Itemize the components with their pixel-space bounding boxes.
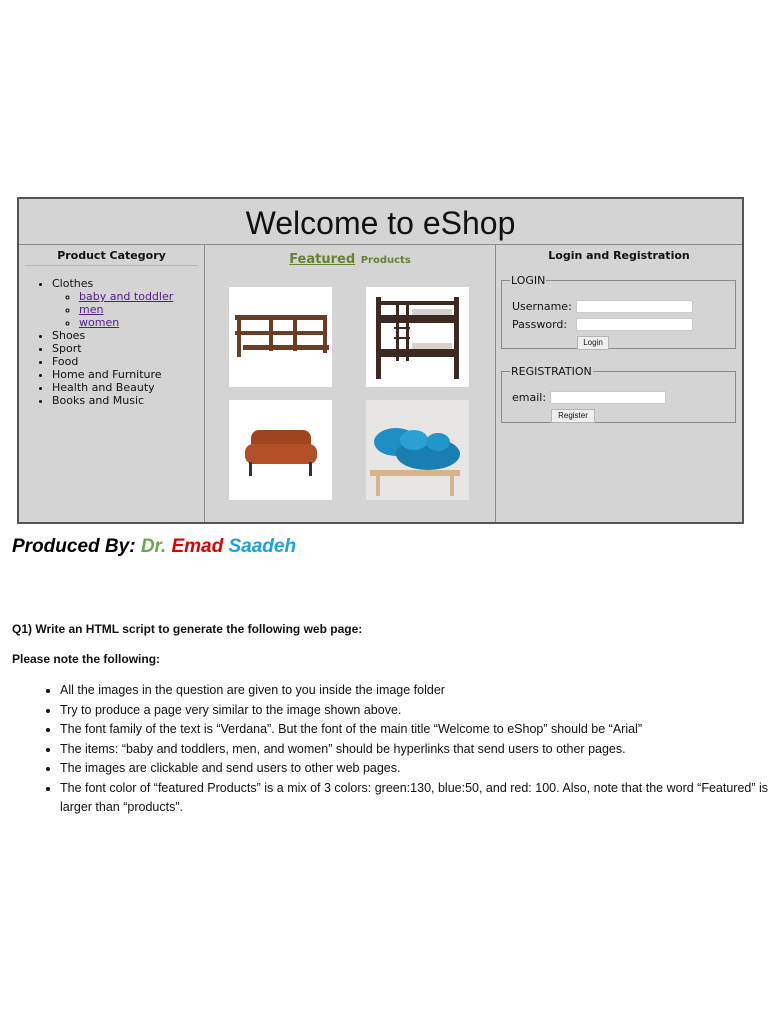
category-item: • Clothes ◦ baby and toddler ◦ men ◦ women (52, 277, 204, 329)
login-fieldset (501, 274, 736, 349)
shelf-icon (229, 287, 332, 387)
category-item: • Shoes (52, 329, 204, 342)
question-title: Q1) Write an HTML script to generate the following web page: (12, 622, 363, 636)
password-input[interactable] (576, 318, 693, 331)
category-item: • Home and Furniture (52, 368, 204, 381)
credit-dr: Dr. (140, 536, 167, 557)
instruction-item: • All the images in the question are given to you inside the image folder (60, 681, 768, 701)
subcategory-item (79, 316, 204, 329)
bunk-bed-icon (366, 287, 469, 387)
featured-word: Featured (289, 252, 356, 267)
credit-last: Saadeh (228, 536, 297, 557)
login-button[interactable]: Login (577, 336, 609, 350)
credit-prefix: Produced By: (12, 536, 136, 557)
credit-first: Emad (171, 536, 224, 557)
register-button[interactable]: Register (551, 409, 595, 423)
products-word: Products (360, 255, 411, 266)
subcategory-item (79, 303, 204, 316)
email-input[interactable] (550, 391, 666, 404)
eshop-frame (17, 197, 744, 524)
note-heading: Please note the following: (12, 652, 161, 666)
product-shelf-image[interactable] (229, 287, 332, 387)
category-item: • Food (52, 355, 204, 368)
featured-heading (205, 245, 495, 268)
registration-fieldset (501, 365, 736, 423)
instruction-item: • Try to produce a page very similar to the image shown above. (60, 701, 768, 721)
instruction-list (36, 681, 768, 818)
instruction-item: • The font family of the text is “Verdana”. But the font of the main title “Welcome to eShop” should be “Arial” (60, 720, 768, 740)
produced-by-credit (12, 536, 296, 558)
baby-toddler-link[interactable]: baby and toddler (79, 290, 174, 303)
category-list (19, 277, 204, 407)
women-link[interactable]: women (79, 316, 120, 329)
email-label: email: (512, 391, 547, 404)
registration-legend: REGISTRATION (511, 365, 592, 378)
featured-column (205, 245, 496, 522)
clothes-sublist (52, 290, 204, 329)
instruction-item: • The font color of “featured Products” is a mix of 3 colors: green:130, blue:50, and red: 100. Also, note that the word “Featured” is larger than “products”. (60, 779, 768, 818)
login-legend: LOGIN (511, 274, 546, 287)
product-knot-chair-image[interactable] (366, 400, 469, 500)
category-column (19, 245, 205, 522)
username-label: Username: (512, 300, 572, 313)
men-link[interactable]: men (79, 303, 104, 316)
category-item: • Sport (52, 342, 204, 355)
product-loveseat-image[interactable] (229, 400, 332, 500)
subcategory-item (79, 290, 204, 303)
loveseat-icon (229, 400, 332, 500)
category-item: • Health and Beauty (52, 381, 204, 394)
knot-chair-icon (366, 400, 469, 500)
category-heading: Product Category (25, 245, 198, 266)
product-bunk-bed-image[interactable] (366, 287, 469, 387)
instruction-item: • The items: “baby and toddlers, men, and women” should be hyperlinks that send users to other pages. (60, 740, 768, 760)
instruction-item: • The images are clickable and send users to other web pages. (60, 759, 768, 779)
username-input[interactable] (576, 300, 693, 313)
category-item: • Books and Music (52, 394, 204, 407)
auth-column (496, 245, 742, 522)
auth-heading: Login and Registration (548, 249, 690, 262)
eshop-title: Welcome to eShop (19, 199, 742, 245)
password-label: Password: (512, 318, 568, 331)
